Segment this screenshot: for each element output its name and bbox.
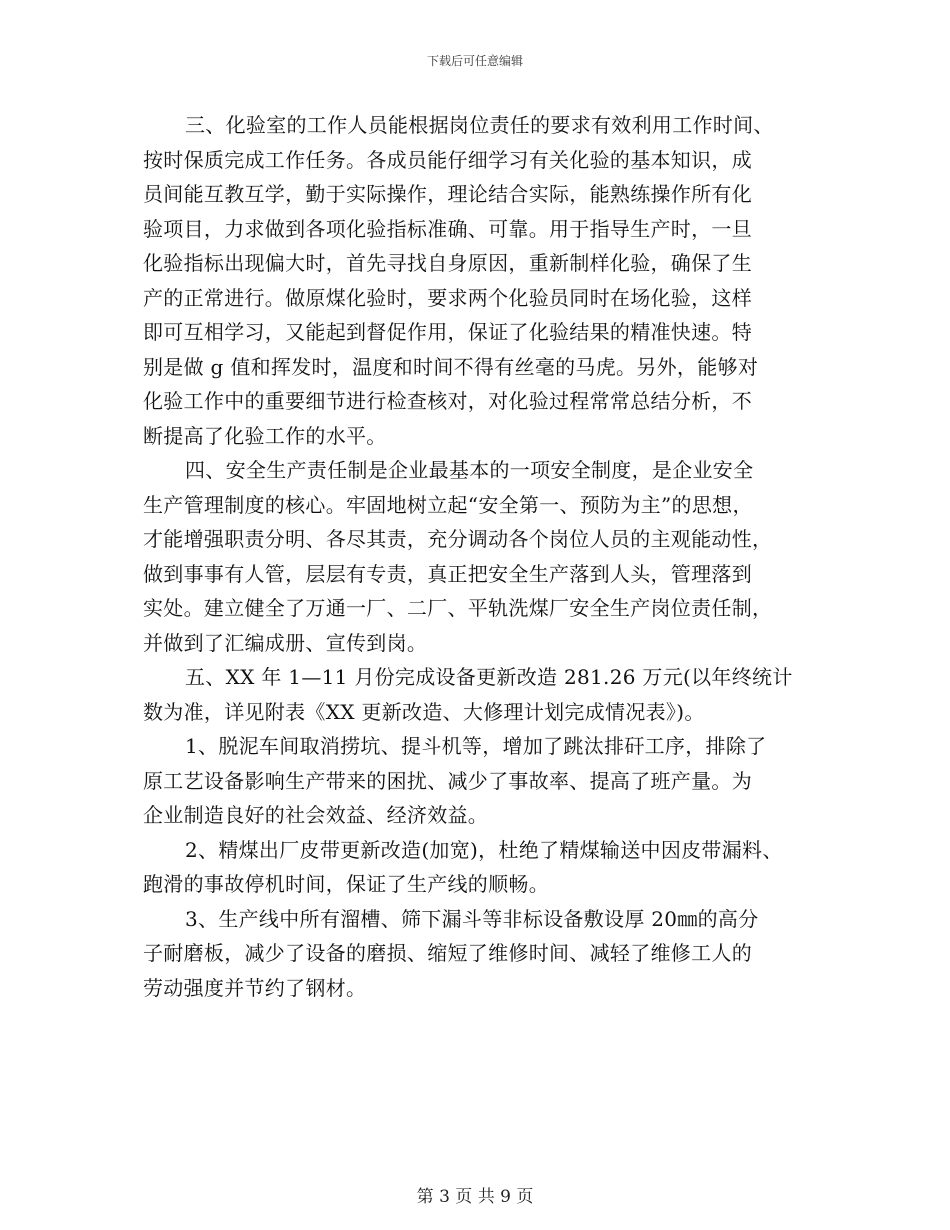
- paragraph-item-2: [143, 833, 803, 902]
- text-line: 别是做 g 值和挥发时，温度和时间不得有丝毫的马虎。另外，能够对: [143, 354, 759, 379]
- text-line: 子耐磨板，减少了设备的磨损、缩短了维修时间、减轻了维修工人的: [143, 941, 752, 965]
- text-line: 员间能互教互学，勤于实际操作，理论结合实际，能熟练操作所有化: [143, 182, 752, 206]
- text-line: 数为准，详见附表《XX 更新改造、大修理计划完成情况表》)。: [143, 699, 705, 724]
- text-line: 按时保质完成工作任务。各成员能仔细学习有关化验的基本知识，成: [143, 147, 752, 172]
- text-line: 1、脱泥车间取消捞坑、提斗机等，增加了跳汰排矸工序，排除了: [185, 734, 767, 758]
- text-line: 三、化验室的工作人员能根据岗位责任的要求有效利用工作时间、: [185, 113, 774, 137]
- paragraph-equipment-renewal: [143, 660, 803, 729]
- text-line: 原工艺设备影响生产带来的困扰、减少了事故率、提高了班产量。为: [143, 768, 752, 793]
- paragraph-item-1: [143, 729, 803, 833]
- text-line: 跑滑的事故停机时间，保证了生产线的顺畅。: [143, 872, 549, 896]
- text-line: 化验指标出现偏大时，首先寻找自身原因，重新制样化验，确保了生: [143, 251, 752, 275]
- text-line: 生产管理制度的核心。牢固地树立起“安全第一、预防为主”的思想，: [143, 492, 753, 517]
- text-line: 企业制造良好的社会效益、经济效益。: [143, 803, 489, 827]
- text-line: 3、生产线中所有溜槽、筛下漏斗等非标设备敷设厚 20㎜的高分: [185, 906, 759, 931]
- text-line: 五、XX 年 1—11 月份完成设备更新改造 281.26 万元(以年终统计: [185, 665, 793, 689]
- text-line: 验项目，力求做到各项化验指标准确、可靠。用于指导生产时，一旦: [143, 216, 752, 241]
- text-line: 断提高了化验工作的水平。: [143, 423, 387, 448]
- text-line: 劳动强度并节约了钢材。: [143, 975, 367, 1000]
- text-line: 并做到了汇编成册、宣传到岗。: [143, 630, 428, 655]
- text-line: 产的正常进行。做原煤化验时，要求两个化验员同时在场化验，这样: [143, 285, 752, 310]
- text-line: 做到事事有人管，层层有专责，真正把安全生产落到人头，管理落到: [143, 561, 752, 586]
- text-line: 即可互相学习，又能起到督促作用，保证了化验结果的精准快速。特: [143, 320, 752, 344]
- document-body: [143, 108, 803, 1005]
- text-line: 四、安全生产责任制是企业最基本的一项安全制度，是企业安全: [185, 458, 754, 482]
- paragraph-lab-duties: [143, 108, 803, 453]
- text-line: 才能增强职责分明、各尽其责，充分调动各个岗位人员的主观能动性，: [143, 527, 773, 551]
- paragraph-safety-responsibility: [143, 453, 803, 660]
- text-line: 实处。建立健全了万通一厂、二厂、平轨洗煤厂安全生产岗位责任制，: [143, 596, 773, 620]
- text-line: 2、精煤出厂皮带更新改造(加宽)，杜绝了精煤输送中因皮带漏料、: [185, 837, 783, 862]
- page-number-footer: 第 3 页 共 9 页: [416, 1187, 534, 1207]
- page-header: 下载后可任意编辑: [426, 54, 523, 68]
- text-line: 化验工作中的重要细节进行检查核对，对化验过程常常总结分析，不: [143, 389, 752, 413]
- paragraph-item-3: [143, 902, 803, 1006]
